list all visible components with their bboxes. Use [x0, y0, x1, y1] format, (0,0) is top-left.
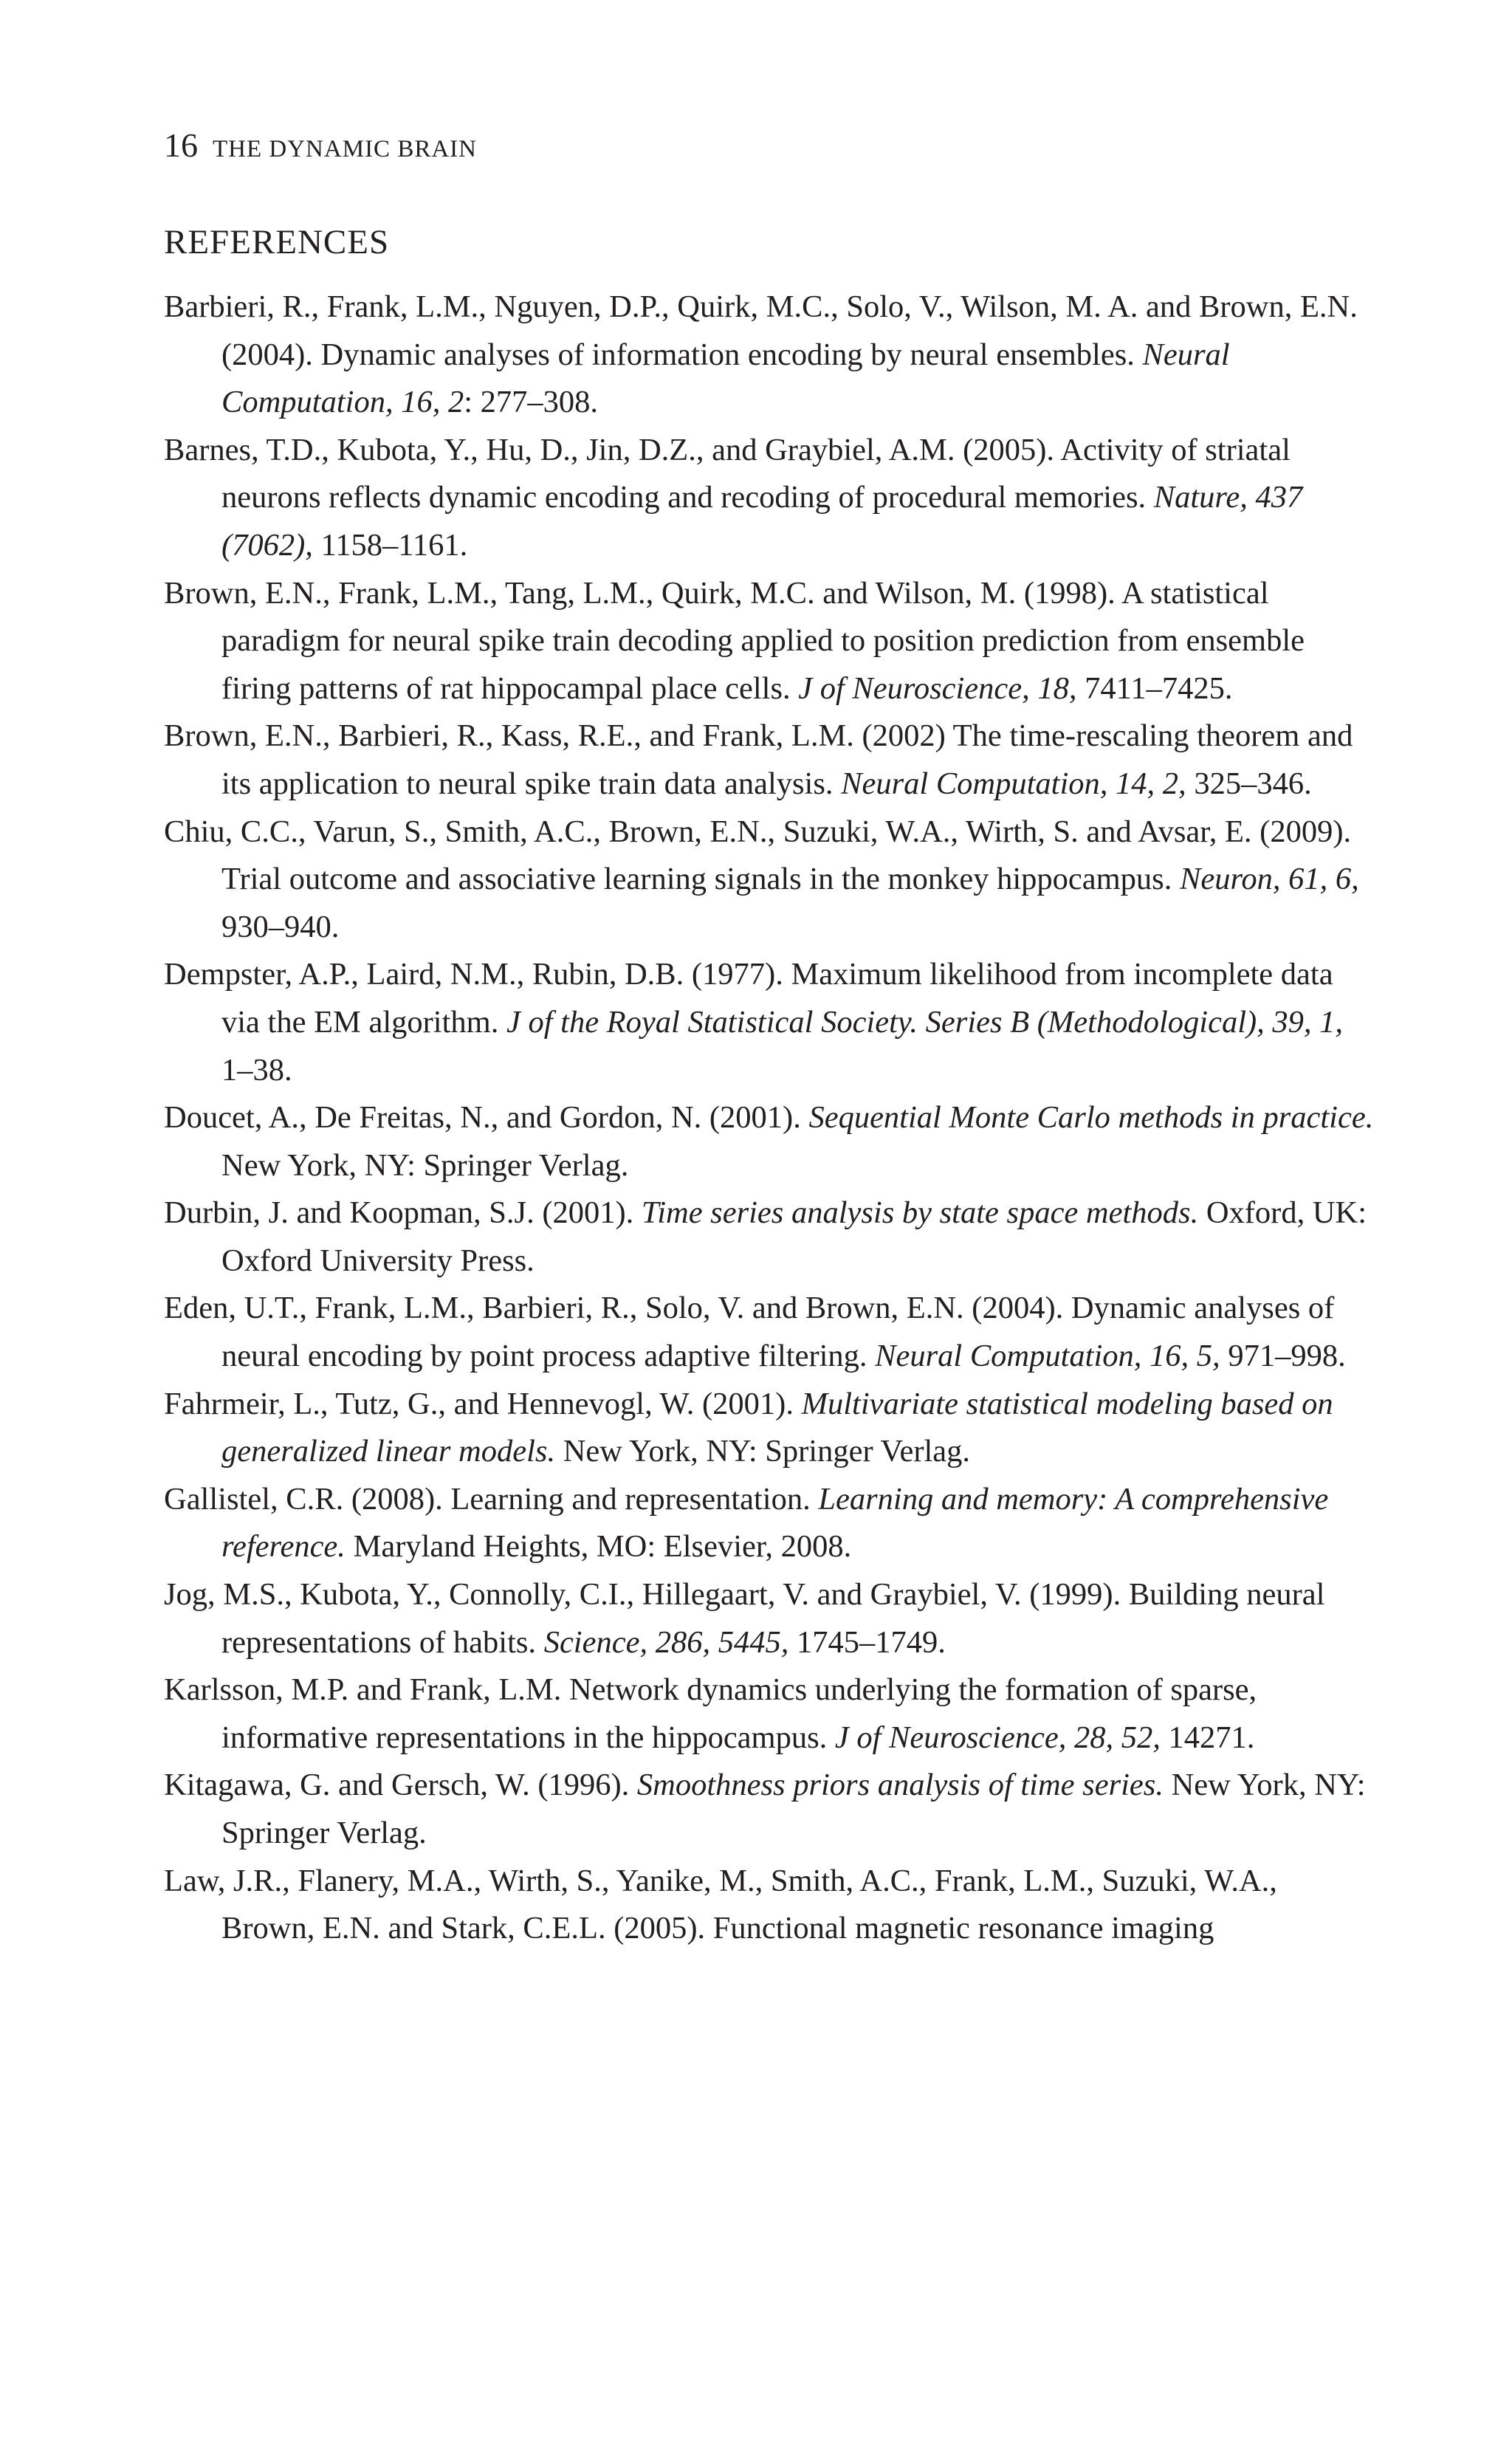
section-heading: REFERENCES [164, 223, 390, 261]
reference-source: Neural Computation, 16, 2 [221, 337, 1230, 420]
reference-entry [164, 808, 1375, 952]
reference-pages: 14271. [1160, 1720, 1255, 1755]
reference-pages: Maryland Heights, MO: Elsevier, 2008. [345, 1529, 852, 1565]
reference-text: Fahrmeir, L., Tutz, G., and Hennevogl, W. (2001). [164, 1386, 802, 1421]
reference-pages: 1–38. [221, 1052, 292, 1088]
reference-text: Barnes, T.D., Kubota, Y., Hu, D., Jin, D.Z., and Graybiel, A.M. (2005). Activity of striatal neurons reflects dynamic encoding and recoding of procedural memories. [164, 432, 1291, 515]
reference-entry [164, 1094, 1375, 1189]
reference-pages: New York, NY: Springer Verlag. [555, 1434, 971, 1469]
reference-source: Smoothness priors analysis of time series. [636, 1768, 1164, 1803]
reference-source: Learning and memory: A comprehensive reference. [221, 1481, 1329, 1565]
reference-text: Kitagawa, G. and Gersch, W. (1996). [164, 1768, 637, 1803]
reference-source: Time series analysis by state space methods. [641, 1195, 1199, 1231]
reference-text: Chiu, C.C., Varun, S., Smith, A.C., Brown, E.N., Suzuki, W.A., Wirth, S. and Avsar, E. (2009). Trial outcome and associative learning signals in the monkey hippocampus. [164, 814, 1352, 897]
reference-source: Neural Computation, 14, 2, [841, 766, 1186, 801]
reference-text: Barbieri, R., Frank, L.M., Nguyen, D.P., Quirk, M.C., Solo, V., Wilson, M. A. and Brown, E.N. (2004). Dynamic analyses of information encoding by neural ensembles. [164, 289, 1358, 372]
reference-entry [164, 951, 1375, 1094]
reference-pages: 930–940. [221, 909, 340, 944]
reference-entry [164, 1285, 1375, 1380]
reference-pages: New York, NY: Springer Verlag. [221, 1147, 629, 1183]
reference-text: Brown, E.N., Barbieri, R., Kass, R.E., and Frank, L.M. (2002) The time-rescaling theorem and its application to neural spike train data analysis. [164, 718, 1353, 801]
reference-entry [164, 1762, 1375, 1857]
reference-source: Neural Computation, 16, 5, [875, 1339, 1220, 1374]
reference-text: Gallistel, C.R. (2008). Learning and representation. [164, 1481, 819, 1517]
reference-text: Durbin, J. and Koopman, S.J. (2001). [164, 1195, 642, 1231]
reference-text: Eden, U.T., Frank, L.M., Barbieri, R., Solo, V. and Brown, E.N. (2004). Dynamic analyses of neural encoding by point process adaptive filtering. [164, 1291, 1335, 1374]
reference-text: Dempster, A.P., Laird, N.M., Rubin, D.B. (1977). Maximum likelihood from incomplete data via the EM algorithm. [164, 957, 1333, 1040]
reference-entry [164, 712, 1375, 808]
reference-entry [164, 1381, 1375, 1476]
reference-pages: Oxford, UK: Oxford University Press. [221, 1195, 1367, 1278]
reference-source: J of the Royal Statistical Society. Series B (Methodological), 39, 1, [506, 1004, 1344, 1040]
reference-entry [164, 1571, 1375, 1666]
reference-pages: 1158–1161. [312, 527, 468, 563]
reference-pages: 1745–1749. [788, 1624, 946, 1660]
reference-source: Sequential Monte Carlo methods in practice. [808, 1100, 1374, 1136]
reference-entry [164, 1666, 1375, 1762]
page-number: 16 [164, 126, 198, 164]
reference-entry [164, 284, 1375, 427]
reference-source: Multivariate statistical modeling based on generalized linear models. [221, 1386, 1333, 1469]
running-head [164, 126, 477, 177]
reference-pages: 971–998. [1220, 1339, 1346, 1374]
reference-entry [164, 427, 1375, 570]
reference-text: Jog, M.S., Kubota, Y., Connolly, C.I., Hillegaart, V. and Graybiel, V. (1999). Building neural representations of habits. [164, 1577, 1325, 1660]
running-title: THE DYNAMIC BRAIN [213, 136, 477, 162]
reference-source: J of Neuroscience, 28, 52, [834, 1720, 1161, 1755]
reference-pages: 7411–7425. [1076, 670, 1233, 706]
reference-source: Science, 286, 5445, [543, 1624, 789, 1660]
reference-source: Nature, 437 (7062), [221, 480, 1303, 563]
reference-pages: : 277–308. [464, 385, 599, 420]
reference-text: Law, J.R., Flanery, M.A., Wirth, S., Yanike, M., Smith, A.C., Frank, L.M., Suzuki, W.A., Brown, E.N. and Stark, C.E.L. (2005). Functional magnetic resonance imaging [164, 1863, 1277, 1946]
reference-entry [164, 1858, 1375, 1953]
reference-entry [164, 1189, 1375, 1285]
reference-source: Neuron, 61, 6, [1179, 862, 1359, 897]
reference-text: Karlsson, M.P. and Frank, L.M. Network dynamics underlying the formation of sparse, informative representations in the hippocampus. [164, 1672, 1257, 1755]
reference-list [164, 284, 1375, 1953]
reference-source: J of Neuroscience, 18, [798, 670, 1077, 706]
reference-pages: New York, NY: Springer Verlag. [221, 1768, 1366, 1850]
reference-entry [164, 1476, 1375, 1571]
reference-entry [164, 570, 1375, 713]
reference-pages: 325–346. [1186, 766, 1312, 801]
reference-text: Brown, E.N., Frank, L.M., Tang, L.M., Quirk, M.C. and Wilson, M. (1998). A statistical paradigm for neural spike train decoding applied to position prediction from ensemble firing patterns of rat hippocampal place cells. [164, 575, 1305, 706]
reference-text: Doucet, A., De Freitas, N., and Gordon, N. (2001). [164, 1100, 809, 1136]
